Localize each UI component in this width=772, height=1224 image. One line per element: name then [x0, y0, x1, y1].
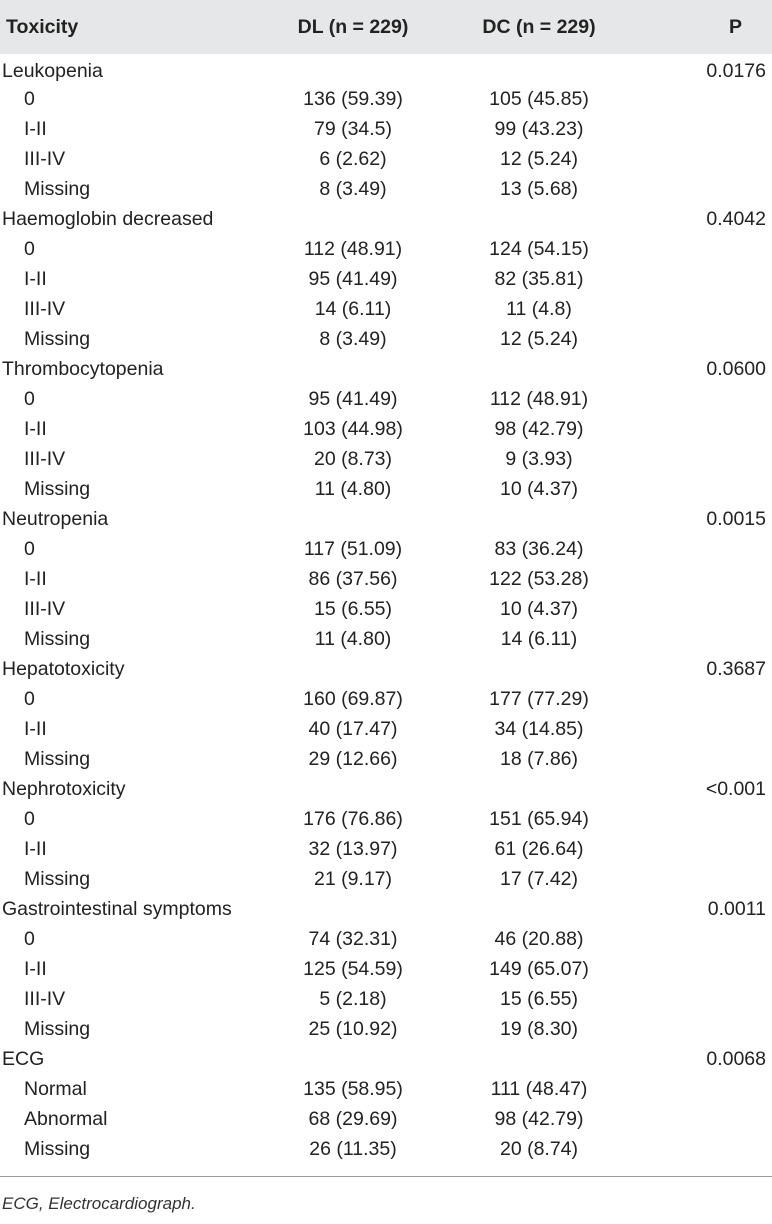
empty-cell — [260, 774, 446, 804]
grade-label: I-II — [24, 417, 47, 440]
grade-label: Normal — [24, 1077, 87, 1100]
dl-value: 40 (17.47) — [308, 717, 398, 740]
dl-value: 8 (3.49) — [319, 327, 387, 350]
empty-cell — [632, 84, 772, 114]
dc-value: 83 (36.24) — [494, 537, 584, 560]
dl-value: 8 (3.49) — [319, 177, 387, 200]
empty-cell — [632, 984, 772, 1014]
dc-value: 34 (14.85) — [494, 717, 584, 740]
empty-cell — [260, 504, 446, 534]
empty-cell — [632, 234, 772, 264]
table-row — [0, 174, 772, 204]
dc-value: 46 (20.88) — [494, 927, 584, 950]
category-label: Haemoglobin decreased — [2, 207, 214, 230]
empty-cell — [632, 114, 772, 144]
empty-cell — [446, 354, 632, 384]
dc-value: 98 (42.79) — [494, 1107, 584, 1130]
dl-value: 11 (4.80) — [314, 477, 392, 500]
header-dc: DC (n = 229) — [482, 15, 596, 38]
table-row — [0, 714, 772, 744]
grade-label: Missing — [24, 477, 91, 500]
dl-value: 5 (2.18) — [319, 987, 387, 1010]
dc-value: 149 (65.07) — [489, 957, 589, 980]
grade-label: 0 — [24, 807, 35, 830]
table-row — [0, 444, 772, 474]
header-row — [0, 0, 772, 54]
dc-value: 124 (54.15) — [489, 237, 589, 260]
empty-cell — [632, 414, 772, 444]
grade-label: I-II — [24, 957, 47, 980]
table-row — [0, 144, 772, 174]
table-row — [0, 744, 772, 774]
dl-value: 160 (69.87) — [303, 687, 403, 710]
table-body — [0, 54, 772, 1164]
table-row — [0, 1104, 772, 1134]
grade-label: I-II — [24, 837, 47, 860]
grade-label: 0 — [24, 687, 35, 710]
table-row — [0, 1014, 772, 1044]
grade-label: Missing — [24, 1137, 91, 1160]
grade-label: 0 — [24, 237, 35, 260]
empty-cell — [632, 864, 772, 894]
table-row — [0, 984, 772, 1014]
empty-cell — [632, 834, 772, 864]
dc-value: 10 (4.37) — [499, 477, 579, 500]
table-row — [0, 114, 772, 144]
table-row — [0, 474, 772, 504]
empty-cell — [260, 54, 446, 84]
category-row — [0, 774, 772, 804]
header-p: P — [728, 15, 742, 38]
table-row — [0, 834, 772, 864]
table-row — [0, 594, 772, 624]
p-value: 0.0015 — [706, 507, 766, 530]
p-value: 0.0068 — [706, 1047, 766, 1070]
dc-value: 9 (3.93) — [505, 447, 573, 470]
category-row — [0, 894, 772, 924]
empty-cell — [632, 714, 772, 744]
table-row — [0, 684, 772, 714]
p-value: 0.0011 — [707, 897, 766, 920]
table-row — [0, 954, 772, 984]
empty-cell — [260, 204, 446, 234]
dl-value: 95 (41.49) — [308, 387, 398, 410]
dc-value: 12 (5.24) — [499, 147, 579, 170]
dc-value: 177 (77.29) — [489, 687, 589, 710]
dl-value: 103 (44.98) — [303, 417, 403, 440]
empty-cell — [632, 324, 772, 354]
empty-cell — [632, 744, 772, 774]
empty-cell — [260, 1044, 446, 1074]
dc-value: 19 (8.30) — [499, 1017, 579, 1040]
dl-value: 14 (6.11) — [314, 297, 392, 320]
p-value: 0.3687 — [706, 657, 766, 680]
empty-cell — [632, 384, 772, 414]
table-row — [0, 294, 772, 324]
table-row — [0, 414, 772, 444]
grade-label: III-IV — [24, 987, 66, 1010]
table-row — [0, 1074, 772, 1104]
empty-cell — [260, 894, 446, 924]
category-row — [0, 1044, 772, 1074]
dc-value: 17 (7.42) — [499, 867, 579, 890]
empty-cell — [632, 594, 772, 624]
grade-label: 0 — [24, 537, 35, 560]
dc-value: 61 (26.64) — [494, 837, 584, 860]
p-value: 0.4042 — [706, 207, 766, 230]
table-row — [0, 84, 772, 114]
dc-value: 15 (6.55) — [499, 987, 579, 1010]
empty-cell — [260, 354, 446, 384]
empty-cell — [632, 144, 772, 174]
empty-cell — [632, 444, 772, 474]
empty-cell — [632, 804, 772, 834]
empty-cell — [446, 894, 632, 924]
category-row — [0, 654, 772, 684]
grade-label: Missing — [24, 177, 91, 200]
grade-label: Abnormal — [24, 1107, 108, 1130]
empty-cell — [446, 54, 632, 84]
header-dl: DL (n = 229) — [297, 15, 409, 38]
p-value: <0.001 — [705, 777, 766, 800]
category-label: Hepatotoxicity — [2, 657, 125, 680]
category-row — [0, 54, 772, 84]
grade-label: III-IV — [24, 447, 66, 470]
dc-value: 99 (43.23) — [494, 117, 584, 140]
empty-cell — [446, 774, 632, 804]
dl-value: 136 (59.39) — [303, 87, 403, 110]
dc-value: 10 (4.37) — [499, 597, 579, 620]
dl-value: 112 (48.91) — [303, 237, 403, 260]
table-row — [0, 564, 772, 594]
grade-label: 0 — [24, 87, 35, 110]
dl-value: 26 (11.35) — [309, 1137, 397, 1160]
dc-value: 14 (6.11) — [500, 627, 578, 650]
dl-value: 74 (32.31) — [308, 927, 398, 950]
dl-value: 135 (58.95) — [303, 1077, 403, 1100]
table-row — [0, 384, 772, 414]
dl-value: 125 (54.59) — [303, 957, 403, 980]
dl-value: 21 (9.17) — [313, 867, 393, 890]
category-label: Leukopenia — [2, 59, 103, 82]
dl-value: 95 (41.49) — [308, 267, 398, 290]
category-row — [0, 204, 772, 234]
p-value: 0.0600 — [706, 357, 766, 380]
table-row — [0, 534, 772, 564]
header-toxicity: Toxicity — [6, 15, 79, 38]
dl-value: 86 (37.56) — [308, 567, 398, 590]
table-row — [0, 264, 772, 294]
grade-label: III-IV — [24, 147, 66, 170]
category-row — [0, 504, 772, 534]
dc-value: 12 (5.24) — [499, 327, 579, 350]
empty-cell — [632, 954, 772, 984]
dc-value: 82 (35.81) — [494, 267, 584, 290]
dl-value: 6 (2.62) — [319, 147, 387, 170]
empty-cell — [632, 534, 772, 564]
empty-cell — [632, 294, 772, 324]
dc-value: 105 (45.85) — [489, 87, 589, 110]
dc-value: 20 (8.74) — [499, 1137, 579, 1160]
dc-value: 18 (7.86) — [499, 747, 579, 770]
table-row — [0, 804, 772, 834]
dl-value: 15 (6.55) — [313, 597, 393, 620]
table-footnote: ECG, Electrocardiograph. — [2, 1194, 196, 1213]
grade-label: Missing — [24, 1017, 91, 1040]
category-label: Thrombocytopenia — [2, 357, 164, 380]
table-row — [0, 624, 772, 654]
dl-value: 68 (29.69) — [308, 1107, 398, 1130]
dl-value: 32 (13.97) — [308, 837, 398, 860]
grade-label: I-II — [24, 267, 47, 290]
table-row — [0, 864, 772, 894]
dl-value: 29 (12.66) — [308, 747, 398, 770]
dl-value: 25 (10.92) — [308, 1017, 398, 1040]
empty-cell — [632, 564, 772, 594]
p-value: 0.0176 — [706, 59, 766, 82]
empty-cell — [632, 474, 772, 504]
dc-value: 111 (48.47) — [490, 1077, 588, 1100]
dc-value: 122 (53.28) — [489, 567, 589, 590]
empty-cell — [446, 204, 632, 234]
grade-label: Missing — [24, 627, 91, 650]
dl-value: 11 (4.80) — [314, 627, 392, 650]
empty-cell — [632, 684, 772, 714]
category-label: Neutropenia — [2, 507, 109, 530]
dc-value: 98 (42.79) — [494, 417, 584, 440]
empty-cell — [446, 504, 632, 534]
category-row — [0, 354, 772, 384]
table-row — [0, 924, 772, 954]
dl-value: 20 (8.73) — [313, 447, 393, 470]
empty-cell — [632, 624, 772, 654]
empty-cell — [260, 654, 446, 684]
category-label: Gastrointestinal symptoms — [2, 897, 232, 920]
grade-label: 0 — [24, 927, 35, 950]
empty-cell — [632, 1134, 772, 1164]
grade-label: I-II — [24, 567, 47, 590]
bottom-rule — [0, 1176, 772, 1177]
empty-cell — [632, 1014, 772, 1044]
dl-value: 176 (76.86) — [303, 807, 403, 830]
dl-value: 79 (34.5) — [313, 117, 393, 140]
grade-label: III-IV — [24, 597, 66, 620]
category-label: Nephrotoxicity — [2, 777, 126, 800]
empty-cell — [632, 1104, 772, 1134]
table-row — [0, 234, 772, 264]
dc-value: 13 (5.68) — [499, 177, 579, 200]
empty-cell — [446, 654, 632, 684]
grade-label: I-II — [24, 717, 47, 740]
table-row — [0, 1134, 772, 1164]
dc-value: 112 (48.91) — [489, 387, 589, 410]
grade-label: III-IV — [24, 297, 66, 320]
empty-cell — [632, 924, 772, 954]
table-header — [0, 0, 772, 54]
grade-label: Missing — [24, 327, 91, 350]
grade-label: Missing — [24, 747, 91, 770]
table-row — [0, 324, 772, 354]
dc-value: 11 (4.8) — [506, 297, 572, 320]
dc-value: 151 (65.94) — [489, 807, 589, 830]
dl-value: 117 (51.09) — [303, 537, 403, 560]
empty-cell — [446, 1044, 632, 1074]
category-label: ECG — [2, 1047, 45, 1070]
empty-cell — [632, 1074, 772, 1104]
grade-label: 0 — [24, 387, 35, 410]
grade-label: Missing — [24, 867, 91, 890]
grade-label: I-II — [24, 117, 47, 140]
empty-cell — [632, 174, 772, 204]
empty-cell — [632, 264, 772, 294]
